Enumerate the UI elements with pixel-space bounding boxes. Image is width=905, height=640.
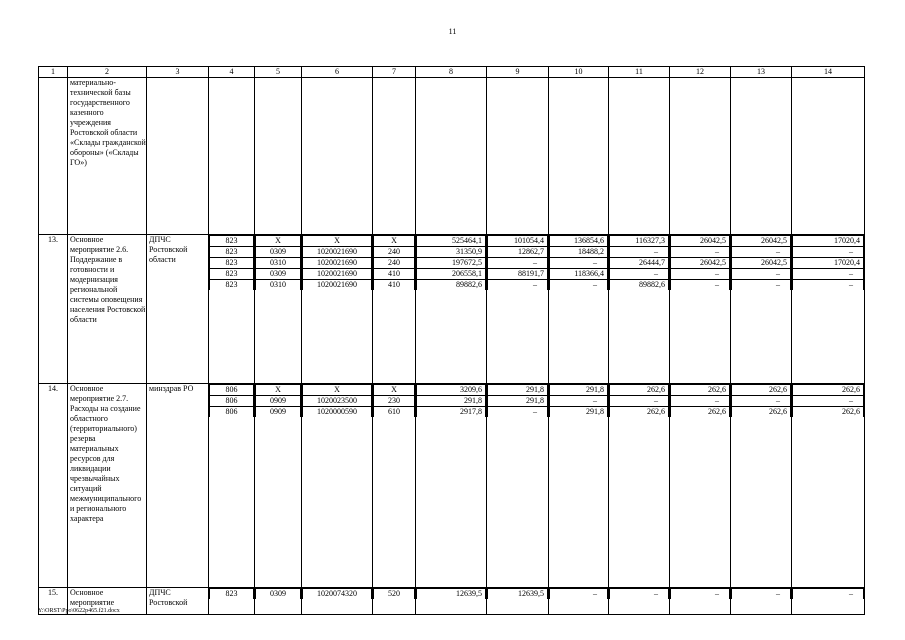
value-column-8 [416,235,487,384]
value-column-4 [209,235,255,384]
value-column-7 [373,384,416,588]
value-cell: 806 [210,407,254,418]
table-row [39,235,865,384]
value-cell: 1020074320 [303,589,372,600]
value-column-5 [255,384,302,588]
activity-name: Основное мероприятие 2.7. Расходы на создание областного (территориального) резерва материальных ресурсов для ликвидации чрезвычайных ситуаций межмуниципального и регионального характера [68,384,147,588]
value-cell: – [732,280,791,291]
value-column-4 [209,384,255,588]
empty-cell [302,78,373,235]
value-column-8 [416,384,487,588]
value-cell: 230 [374,396,415,407]
value-cell: 410 [374,280,415,291]
value-column-9 [487,384,549,588]
value-cell: 0309 [256,247,301,258]
value-column-12 [670,235,731,384]
value-cell: 2917,8 [417,407,486,418]
value-cell: 26042,5 [732,236,791,247]
empty-cell [209,78,255,235]
value-cell: 89882,6 [417,280,486,291]
value-cell: 1020021690 [303,258,372,269]
value-cell: 101054,4 [488,236,548,247]
value-column-11 [609,235,670,384]
value-cell: 0309 [256,269,301,280]
value-cell: – [610,247,669,258]
header-col-14: 14 [792,67,865,78]
value-cell: 136854,6 [550,236,608,247]
header-col-10: 10 [549,67,609,78]
executor: ДПЧС Ростовской [147,588,209,615]
value-cell: 1020021690 [303,247,372,258]
empty-cell [670,78,731,235]
value-cell: 240 [374,258,415,269]
value-cell: 262,6 [610,407,669,418]
value-column-9 [487,235,549,384]
value-cell: 31350,9 [417,247,486,258]
value-cell: 823 [210,236,254,247]
value-cell: 88191,7 [488,269,548,280]
value-cell: – [732,247,791,258]
empty-cell [487,78,549,235]
value-cell: – [550,589,608,600]
value-cell: 262,6 [793,385,864,396]
value-column-7 [373,235,416,384]
value-cell: 240 [374,247,415,258]
program-table [38,66,865,615]
value-cell: 291,8 [417,396,486,407]
activity-name: Основное мероприятие 2.6. Поддержание в готовности и модернизация региональной системы оповещения населения Ростовской области [68,235,147,384]
value-cell: – [488,280,548,291]
value-column-13 [731,384,792,588]
empty-cell [731,78,792,235]
value-cell: 0310 [256,280,301,291]
value-cell: 26042,5 [671,236,730,247]
empty-cell [416,78,487,235]
value-cell: – [671,247,730,258]
value-cell: 262,6 [671,407,730,418]
value-cell: – [793,589,864,600]
value-cell: 823 [210,269,254,280]
value-cell: 262,6 [793,407,864,418]
value-cell: – [732,396,791,407]
value-cell: 1020021690 [303,280,372,291]
value-cell: 0909 [256,396,301,407]
value-cell: 823 [210,247,254,258]
value-column-13 [731,235,792,384]
value-column-10 [549,235,609,384]
value-cell: 525464,1 [417,236,486,247]
value-cell: 410 [374,269,415,280]
empty-cell [549,78,609,235]
value-cell: – [793,280,864,291]
value-cell: 116327,3 [610,236,669,247]
value-cell: 18488,2 [550,247,608,258]
header-col-12: 12 [670,67,731,78]
value-cell: – [793,396,864,407]
value-column-8 [416,588,487,615]
empty-cell [147,78,209,235]
value-cell: 0309 [256,589,301,600]
header-row [39,67,865,78]
header-col-9: 9 [487,67,549,78]
value-column-6 [302,384,373,588]
activity-name: Основное мероприятие [68,588,147,615]
value-cell: 0310 [256,258,301,269]
value-cell: 12639,5 [417,589,486,600]
value-column-11 [609,384,670,588]
value-column-6 [302,588,373,615]
value-cell: 291,8 [550,407,608,418]
value-cell: – [610,589,669,600]
value-cell: Х [303,236,372,247]
page-number: 11 [448,27,457,36]
value-cell: 17020,4 [793,236,864,247]
executor: минздрав РО [147,384,209,588]
value-column-10 [549,588,609,615]
value-column-10 [549,384,609,588]
value-cell: 26444,7 [610,258,669,269]
executor: ДПЧС Ростовской области [147,235,209,384]
value-cell: 12639,5 [488,589,548,600]
empty-cell [373,78,416,235]
empty-cell [609,78,670,235]
value-column-7 [373,588,416,615]
value-cell: 12862,7 [488,247,548,258]
value-cell: – [671,280,730,291]
value-cell: 89882,6 [610,280,669,291]
value-cell: 1020023500 [303,396,372,407]
value-cell: 26042,5 [671,258,730,269]
header-col-4: 4 [209,67,255,78]
value-cell: – [732,589,791,600]
table-row [39,78,865,235]
header-col-11: 11 [609,67,670,78]
header-col-13: 13 [731,67,792,78]
value-column-4 [209,588,255,615]
value-cell: – [732,269,791,280]
header-col-7: 7 [373,67,416,78]
value-cell: – [550,258,608,269]
value-cell: Х [256,236,301,247]
value-cell: 806 [210,396,254,407]
value-cell: 17020,4 [793,258,864,269]
value-cell: 262,6 [732,407,791,418]
row-number [39,78,68,235]
header-col-5: 5 [255,67,302,78]
value-cell: 823 [210,258,254,269]
row-number: 13. [39,235,68,384]
header-col-2: 2 [68,67,147,78]
value-cell: – [550,396,608,407]
value-cell: 520 [374,589,415,600]
value-cell: – [488,258,548,269]
value-cell: 1020021690 [303,269,372,280]
empty-cell [792,78,865,235]
value-cell: 806 [210,385,254,396]
value-cell: – [550,280,608,291]
value-cell: 262,6 [610,385,669,396]
value-column-14 [792,588,865,615]
value-cell: – [488,407,548,418]
header-col-6: 6 [302,67,373,78]
value-cell: – [793,247,864,258]
value-cell: Х [303,385,372,396]
value-cell: 823 [210,280,254,291]
value-cell: 0909 [256,407,301,418]
row-number: 15. [39,588,68,615]
value-cell: Х [256,385,301,396]
row-number: 14. [39,384,68,588]
value-column-12 [670,588,731,615]
value-cell: – [610,396,669,407]
value-column-6 [302,235,373,384]
table-row [39,588,865,615]
value-cell: 291,8 [550,385,608,396]
value-cell: 291,8 [488,385,548,396]
value-cell: 3209,6 [417,385,486,396]
value-cell: 118366,4 [550,269,608,280]
value-cell: 26042,5 [732,258,791,269]
value-cell: – [671,269,730,280]
value-cell: 262,6 [671,385,730,396]
value-cell: 1020000590 [303,407,372,418]
value-cell: – [671,589,730,600]
table-row [39,384,865,588]
value-column-11 [609,588,670,615]
value-column-5 [255,588,302,615]
value-cell: 291,8 [488,396,548,407]
value-column-5 [255,235,302,384]
value-column-13 [731,588,792,615]
value-column-12 [670,384,731,588]
value-column-14 [792,235,865,384]
value-cell: 197672,5 [417,258,486,269]
file-path-footer: Y:\ORST\Ppo\0622p465.f21.docx [38,608,120,614]
empty-cell [255,78,302,235]
header-col-3: 3 [147,67,209,78]
value-cell: – [793,269,864,280]
value-cell: 823 [210,589,254,600]
value-cell: – [610,269,669,280]
value-column-14 [792,384,865,588]
value-column-9 [487,588,549,615]
value-cell: Х [374,236,415,247]
header-col-1: 1 [39,67,68,78]
value-cell: – [671,396,730,407]
activity-name: материально-технической базы государственного казенного учреждения Ростовской области «Склады гражданской обороны» («Склады ГО») [68,78,147,235]
value-cell: Х [374,385,415,396]
value-cell: 262,6 [732,385,791,396]
value-cell: 610 [374,407,415,418]
value-cell: 206558,1 [417,269,486,280]
header-col-8: 8 [416,67,487,78]
